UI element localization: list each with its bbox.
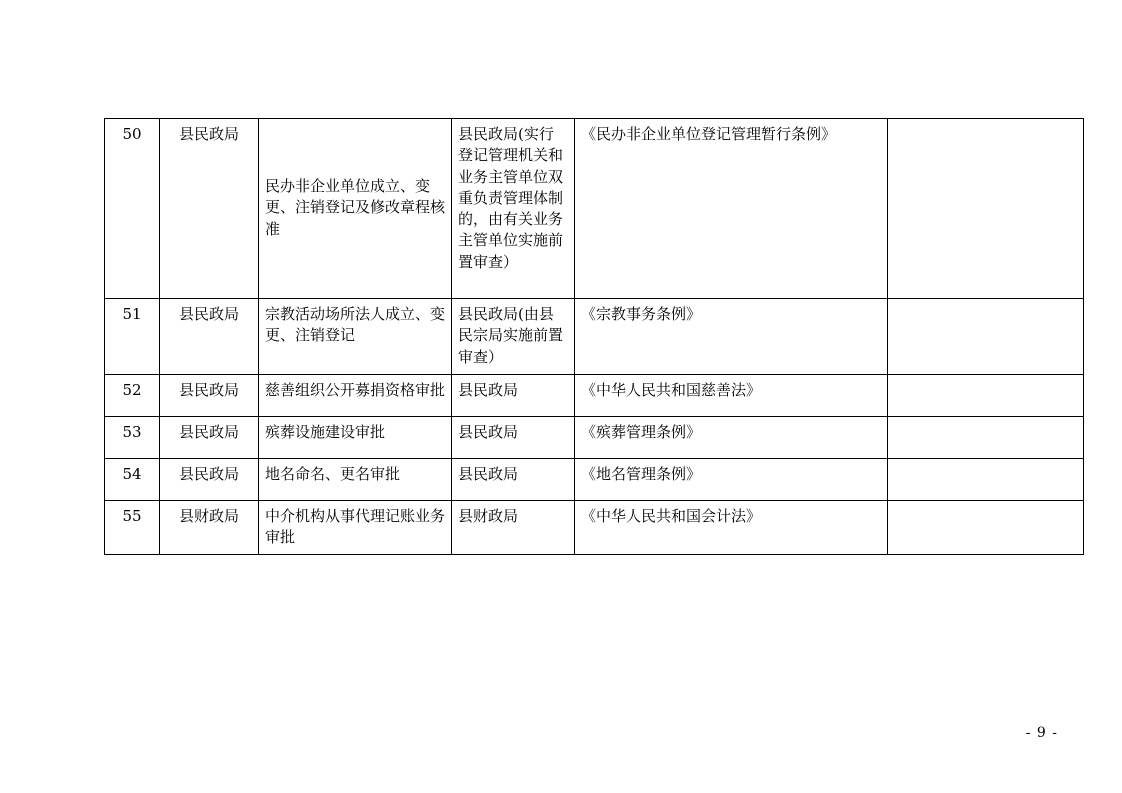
table-row <box>105 299 1084 375</box>
cell-department: 县民政局 <box>160 458 259 500</box>
cell-remark <box>888 458 1084 500</box>
table-row <box>105 458 1084 500</box>
cell-remark <box>888 119 1084 299</box>
table-row <box>105 374 1084 416</box>
cell-number: 50 <box>105 119 160 299</box>
cell-legal-basis: 《殡葬管理条例》 <box>575 416 888 458</box>
table <box>104 118 1084 555</box>
administrative-items-table <box>104 118 1017 555</box>
cell-legal-basis: 《中华人民共和国慈善法》 <box>575 374 888 416</box>
cell-implementing-organ: 县民政局 <box>452 416 575 458</box>
cell-legal-basis: 《宗教事务条例》 <box>575 299 888 375</box>
cell-department: 县民政局 <box>160 299 259 375</box>
cell-number: 54 <box>105 458 160 500</box>
page-number: - 9 - <box>1025 725 1058 741</box>
cell-remark <box>888 374 1084 416</box>
cell-implementing-organ: 县财政局 <box>452 500 575 555</box>
cell-item-name: 中介机构从事代理记账业务审批 <box>259 500 452 555</box>
cell-remark <box>888 500 1084 555</box>
cell-department: 县民政局 <box>160 119 259 299</box>
cell-remark <box>888 299 1084 375</box>
cell-legal-basis: 《民办非企业单位登记管理暂行条例》 <box>575 119 888 299</box>
cell-number: 51 <box>105 299 160 375</box>
cell-item-name: 地名命名、更名审批 <box>259 458 452 500</box>
cell-department: 县民政局 <box>160 416 259 458</box>
cell-number: 55 <box>105 500 160 555</box>
cell-department: 县民政局 <box>160 374 259 416</box>
table-row <box>105 416 1084 458</box>
cell-item-name: 民办非企业单位成立、变更、注销登记及修改章程核准 <box>259 119 452 299</box>
cell-implementing-organ: 县民政局(实行登记管理机关和业务主管单位双重负责管理体制的，由有关业务主管单位实施前置审查） <box>452 119 575 299</box>
cell-implementing-organ: 县民政局 <box>452 458 575 500</box>
cell-item-name: 殡葬设施建设审批 <box>259 416 452 458</box>
cell-implementing-organ: 县民政局(由县民宗局实施前置审查） <box>452 299 575 375</box>
cell-implementing-organ: 县民政局 <box>452 374 575 416</box>
table-row <box>105 500 1084 555</box>
cell-item-name: 宗教活动场所法人成立、变更、注销登记 <box>259 299 452 375</box>
table-row <box>105 119 1084 299</box>
cell-number: 53 <box>105 416 160 458</box>
cell-legal-basis: 《中华人民共和国会计法》 <box>575 500 888 555</box>
cell-department: 县财政局 <box>160 500 259 555</box>
cell-item-name: 慈善组织公开募捐资格审批 <box>259 374 452 416</box>
cell-legal-basis: 《地名管理条例》 <box>575 458 888 500</box>
cell-number: 52 <box>105 374 160 416</box>
cell-remark <box>888 416 1084 458</box>
